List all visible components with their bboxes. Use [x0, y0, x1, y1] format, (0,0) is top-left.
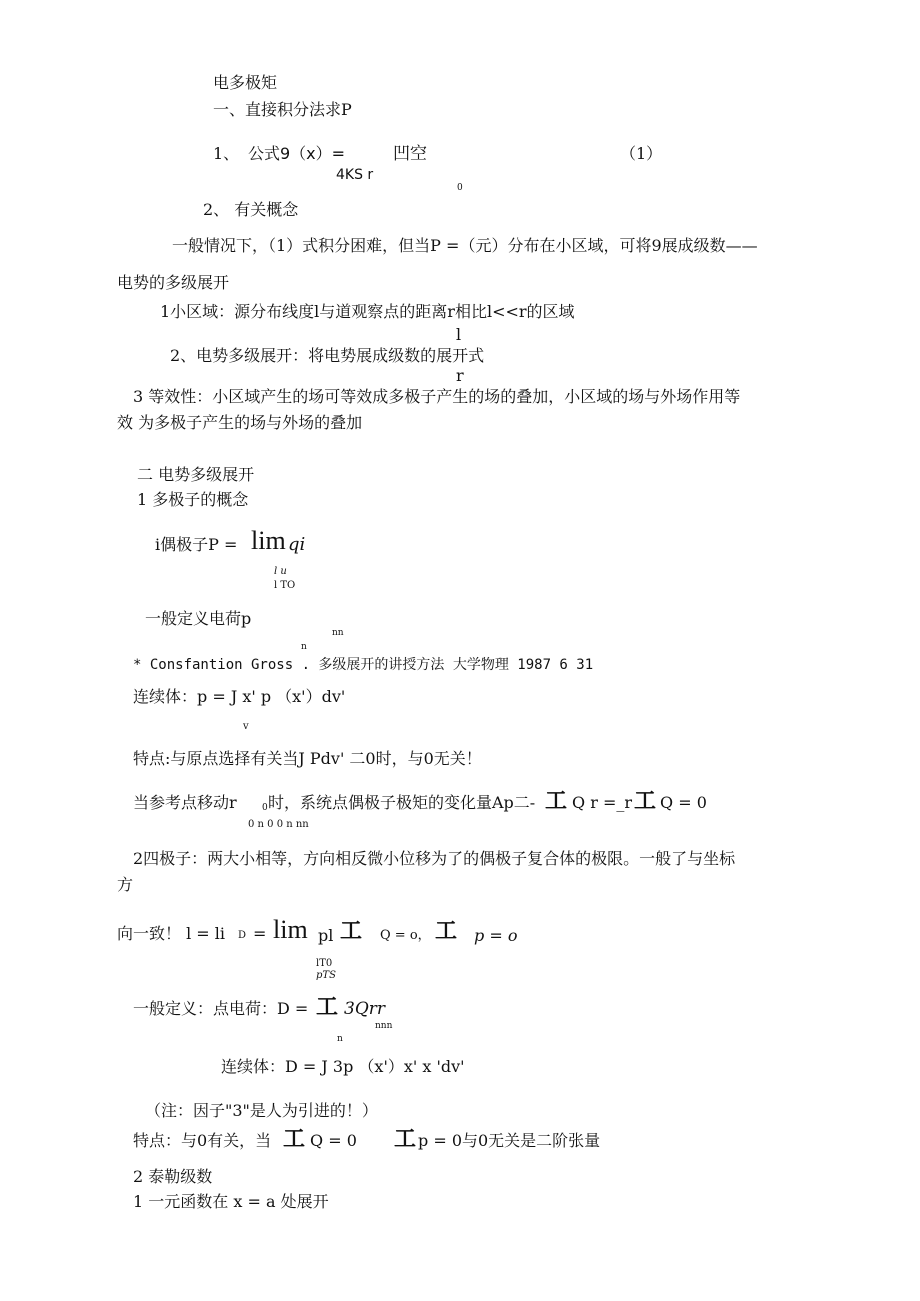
superscript: nn: [332, 628, 344, 638]
general-definition: 一般定义电荷p: [145, 609, 252, 628]
dipole-prefix: i偶极子P =: [155, 535, 238, 554]
list-item: 2、电势多级展开：将电势展成级数的展开式: [170, 346, 485, 365]
fraction-denominator: r: [456, 366, 464, 385]
feature-line: p = 0与0无关是二阶张量: [418, 1131, 601, 1150]
sum-glyph: 工: [283, 1127, 306, 1152]
subsection-heading: 2 泰勒级数: [133, 1167, 213, 1186]
concepts-heading: 2、 有关概念: [203, 200, 299, 219]
paragraph-line: 效 为多极子产生的场与外场的叠加: [117, 413, 363, 432]
paragraph-line: 2四极子：两大小相等，方向相反微小位移为了的偶极子复合体的极限。一般了与坐标: [133, 849, 736, 868]
subscript: n: [337, 1034, 343, 1044]
formula-number: 1、: [213, 144, 240, 163]
sum-glyph: 工: [435, 919, 458, 944]
shift-text: 时，系统点偶极子极矩的变化量Ap二-: [268, 793, 536, 812]
subscript: 0: [262, 803, 268, 813]
sum-glyph: 工: [316, 995, 339, 1020]
list-item: 3 等效性：小区域产生的场可等效成多极子产生的场的叠加，小区域的场与外场作用等: [133, 387, 741, 406]
formula-label: 公式9（x）=: [248, 144, 346, 163]
continuum-formula: 连续体：p = J x' p （x'）dv': [133, 687, 346, 706]
feature-line: 特点:与原点选择有关当J Pdv' 二0时，与0无关！: [133, 749, 482, 768]
subscript: v: [243, 721, 249, 732]
formula-subscript: 0: [457, 183, 463, 193]
sum-glyph: 工: [394, 1127, 417, 1152]
fraction-numerator: l: [456, 325, 462, 344]
direction-text: pl: [318, 926, 334, 945]
shift-text: 当参考点移动r: [133, 793, 237, 812]
subscript: n: [301, 642, 307, 652]
subsection-heading: 1 多极子的概念: [137, 490, 249, 509]
direction-text: p = o: [474, 926, 518, 945]
paragraph-line: 电势的多级展开: [117, 273, 230, 292]
sum-glyph: 工: [340, 919, 363, 944]
quadrupole-lim: lim: [273, 915, 308, 944]
doc-title: 电多极矩: [213, 73, 278, 92]
section-2-heading: 二 电势多级展开: [137, 465, 255, 484]
dipole-qi: qi: [288, 534, 306, 555]
paragraph-line: 方: [117, 875, 134, 894]
shift-text: Q = 0: [660, 793, 707, 812]
formula-equation-number: （1）: [620, 144, 663, 163]
section-1-heading: 一、直接积分法求P: [213, 100, 352, 119]
paragraph-line: 1 一元函数在 x = a 处展开: [133, 1192, 329, 1211]
dipole-limit-sub: l u: [274, 566, 287, 577]
superscript: nnn: [375, 1021, 393, 1031]
formula-numerator: 凹空: [393, 144, 427, 164]
dipole-limit-sub: l TO: [274, 580, 296, 591]
definition-text: 3Qrr: [344, 999, 386, 1019]
formula-denominator: 4KS r: [336, 167, 374, 183]
paragraph-line: 一般情况下，（1）式积分困难，但当P =（元）分布在小区域，可将9展成级数——: [172, 236, 758, 255]
direction-text: Q = o，: [380, 928, 431, 943]
definition-text: 一般定义：点电荷：D =: [133, 999, 309, 1018]
dipole-lim: lim: [251, 526, 286, 555]
feature-line: Q = 0: [310, 1131, 357, 1150]
note-text: （注：因子"3"是人为引进的！）: [145, 1101, 378, 1120]
subscript-row: 0 n 0 0 n nn: [248, 819, 309, 830]
reference-note: * Consfantion Gross . 多级展开的讲授方法 大学物理 1987 6 31: [133, 657, 594, 673]
feature-line: 特点：与0有关，当: [133, 1131, 272, 1150]
direction-text: 向一致！ l = li: [117, 924, 226, 943]
sum-glyph: 工: [634, 789, 657, 814]
limit-sub: lT0: [316, 958, 333, 969]
shift-text: Q r =_r: [572, 793, 632, 812]
subscript: D: [238, 930, 247, 941]
limit-sub: pTS: [316, 970, 336, 981]
sum-glyph: 工: [545, 789, 568, 814]
list-item: 1小区域：源分布线度l与道观察点的距离r相比l<<r的区域: [160, 302, 575, 321]
continuum-formula: 连续体：D = J 3p （x'）x' x 'dv': [221, 1057, 465, 1076]
equals-sign: =: [253, 924, 267, 943]
